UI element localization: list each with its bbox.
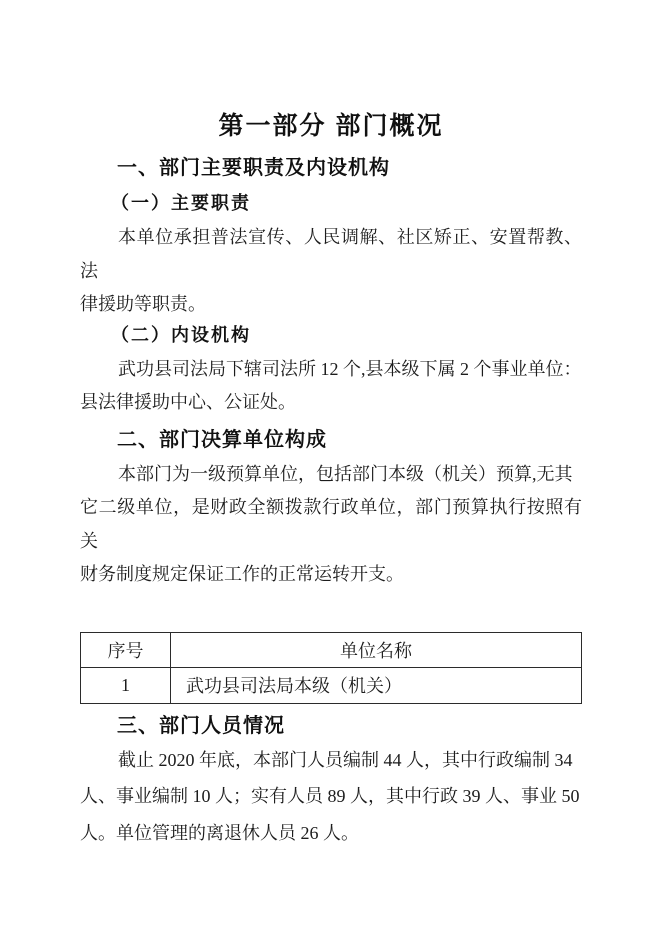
paragraph-line: 它二级单位，是财政全额拨款行政单位，部门预算执行按照有关: [80, 497, 582, 551]
subsection-1-2-paragraph: [80, 353, 582, 420]
table-row: [81, 667, 582, 703]
page-title: 第一部分 部门概况: [218, 112, 444, 140]
section-2-heading: 二、部门决算单位构成: [117, 428, 327, 451]
paragraph-line: 财务制度规定保证工作的正常运转开支。: [80, 564, 404, 584]
subsection-1-1-heading: （一）主要职责: [111, 193, 251, 213]
subsection-1-1-paragraph: [80, 221, 582, 322]
section-1-heading: 一、部门主要职责及内设机构: [117, 157, 390, 179]
table-cell-index: 1: [81, 667, 171, 703]
subsection-1-2-heading: （二）内设机构: [111, 324, 251, 345]
section-3-paragraph: [80, 742, 582, 852]
table-header-row: [81, 632, 582, 667]
paragraph-line: 截止 2020 年底，本部门人员编制 44 人，其中行政编制 34: [118, 749, 573, 770]
paragraph-line: 人。单位管理的离退休人员 26 人。: [80, 822, 359, 843]
section-2-paragraph: [80, 458, 582, 592]
table-header-unit-name: 单位名称: [171, 632, 582, 667]
paragraph-line: 武功县司法局下辖司法所 12 个,县本级下属 2 个事业单位：: [118, 358, 582, 379]
table-cell-unit-name: 武功县司法局本级（机关）: [171, 667, 582, 703]
table-header-index: 序号: [81, 632, 171, 667]
paragraph-line: 本单位承担普法宣传、人民调解、社区矫正、安置帮教、法: [80, 227, 582, 281]
paragraph-line: 人、事业编制 10 人；实有人员 89 人，其中行政 39 人、事业 50: [80, 786, 580, 806]
paragraph-line: 律援助等职责。: [80, 294, 206, 314]
budget-unit-table: [80, 632, 582, 704]
section-3-heading: 三、部门人员情况: [117, 714, 285, 737]
document-content: [80, 0, 582, 851]
paragraph-line: 县法律援助中心、公证处。: [80, 392, 296, 412]
paragraph-line: 本部门为一级预算单位，包括部门本级（机关）预算,无其: [118, 463, 573, 484]
